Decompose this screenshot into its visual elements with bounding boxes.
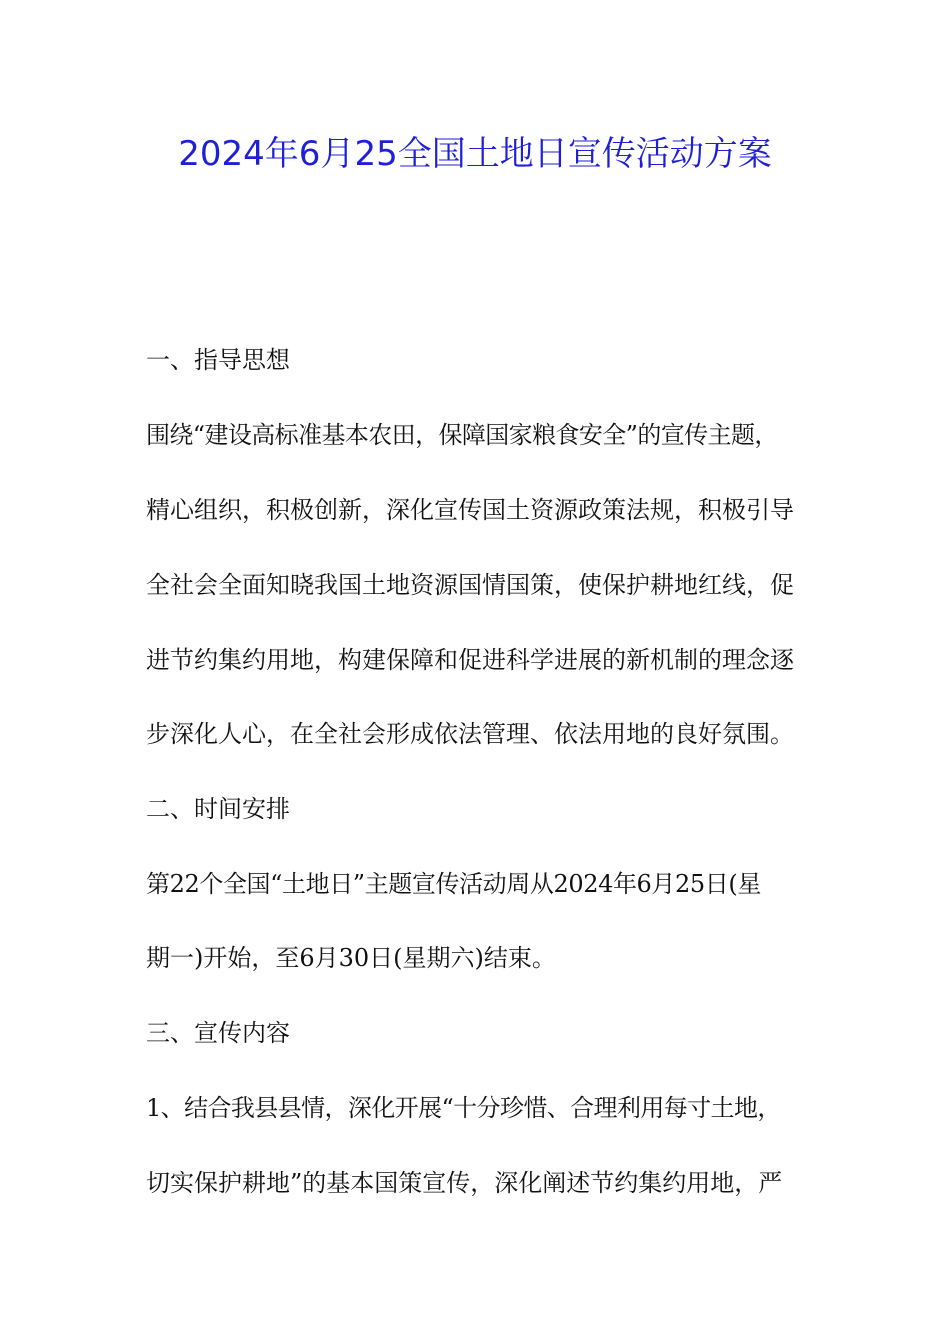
paragraph-line: 1、结合我县县情，深化开展“十分珍惜、合理利用每寸土地， — [146, 1094, 781, 1122]
paragraph-line: 第22个全国“土地日”主题宣传活动周从2024年6月25日(星 — [146, 870, 761, 898]
paragraph-line: 期一)开始，至6月30日(星期六)结束。 — [146, 944, 556, 972]
paragraph-line: 围绕“建设高标准基本农田，保障国家粮食安全”的宣传主题， — [146, 421, 778, 449]
section-heading-guiding-ideology: 一、指导思想 — [146, 346, 290, 374]
paragraph-line: 精心组织，积极创新，深化宣传国土资源政策法规，积极引导 — [146, 496, 794, 524]
paragraph-line: 切实保护耕地”的基本国策宣传，深化阐述节约集约用地，严 — [146, 1169, 783, 1197]
section-heading-content: 三、宣传内容 — [146, 1019, 290, 1047]
section-heading-schedule: 二、时间安排 — [146, 795, 290, 823]
paragraph-line: 步深化人心，在全社会形成依法管理、依法用地的良好氛围。 — [146, 720, 794, 748]
paragraph-line: 进节约集约用地，构建保障和促进科学进展的新机制的理念逐 — [146, 646, 794, 674]
paragraph-line: 全社会全面知晓我国土地资源国情国策，使保护耕地红线，促 — [146, 571, 794, 599]
document-title: 2024年6月25全国土地日宣传活动方案 — [178, 134, 772, 174]
